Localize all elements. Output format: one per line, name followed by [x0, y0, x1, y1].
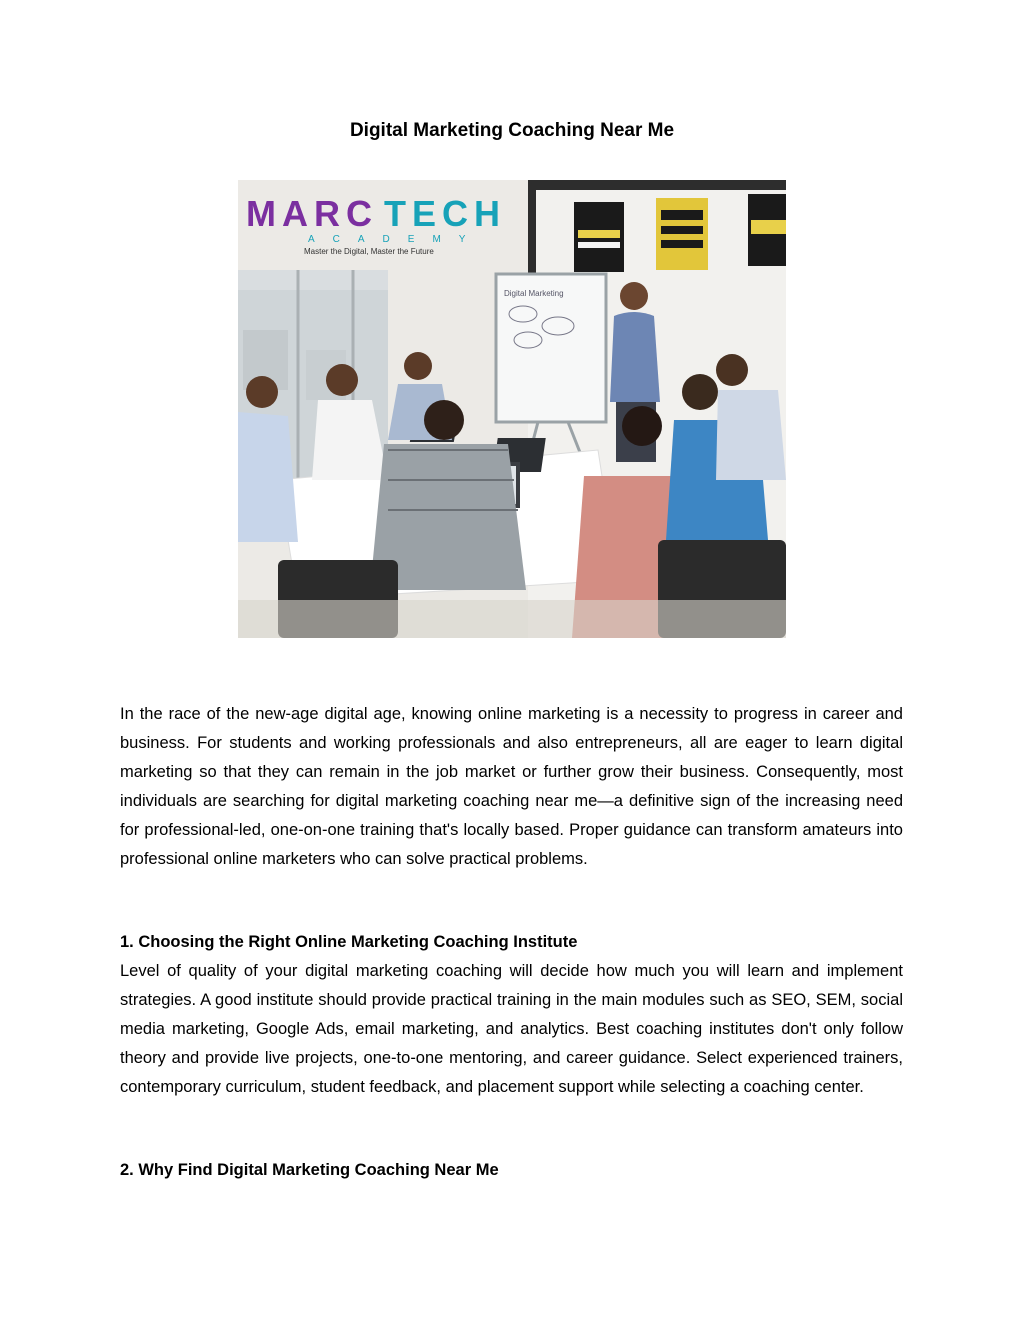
svg-text:MARC: MARC — [246, 193, 378, 234]
poster-1 — [574, 202, 624, 272]
page-title: Digital Marketing Coaching Near Me — [349, 120, 675, 141]
svg-text:Master the Digital, Master the: Master the Digital, Master the Future — [304, 247, 434, 256]
intro-paragraph: In the race of the new-age digital age, knowing online marketing is a necessity to progress in career and business. For students and working professionals and also entrepreneurs, all are eager to learn digital marketing so that they can remain in the job market or further grow their business. Consequently, most individuals are searching for digital marketing coaching near me—a definitive sign of the increasing need for professional-led, one-on-one training that's locally based. Proper guidance can transform amateurs into professional online marketers who can solve practical problems. — [120, 705, 903, 868]
hero-image — [238, 180, 786, 638]
svg-text:Digital Marketing: Digital Marketing — [504, 289, 564, 298]
svg-text:TECH: TECH — [384, 193, 506, 234]
section-1-heading: 1. Choosing the Right Online Marketing Coaching Institute — [120, 933, 578, 951]
section-2-heading: 2. Why Find Digital Marketing Coaching Near Me — [120, 1161, 499, 1179]
poster-2 — [656, 198, 708, 270]
section-1-paragraph: Level of quality of your digital marketing coaching will decide how much you will learn and implement strategies. A good institute should provide practical training in the main modules such as SEO, SEM, social media marketing, Google Ads, email marketing, and analytics. Best coaching institutes don't only follow theory and provide live projects, one-to-one mentoring, and career guidance. Select experienced trainers, contemporary curriculum, student feedback, and placement support while selecting a coaching center. — [120, 962, 903, 1096]
poster-3 — [748, 194, 786, 266]
svg-text:ACADEMY: ACADEMY — [308, 234, 484, 245]
